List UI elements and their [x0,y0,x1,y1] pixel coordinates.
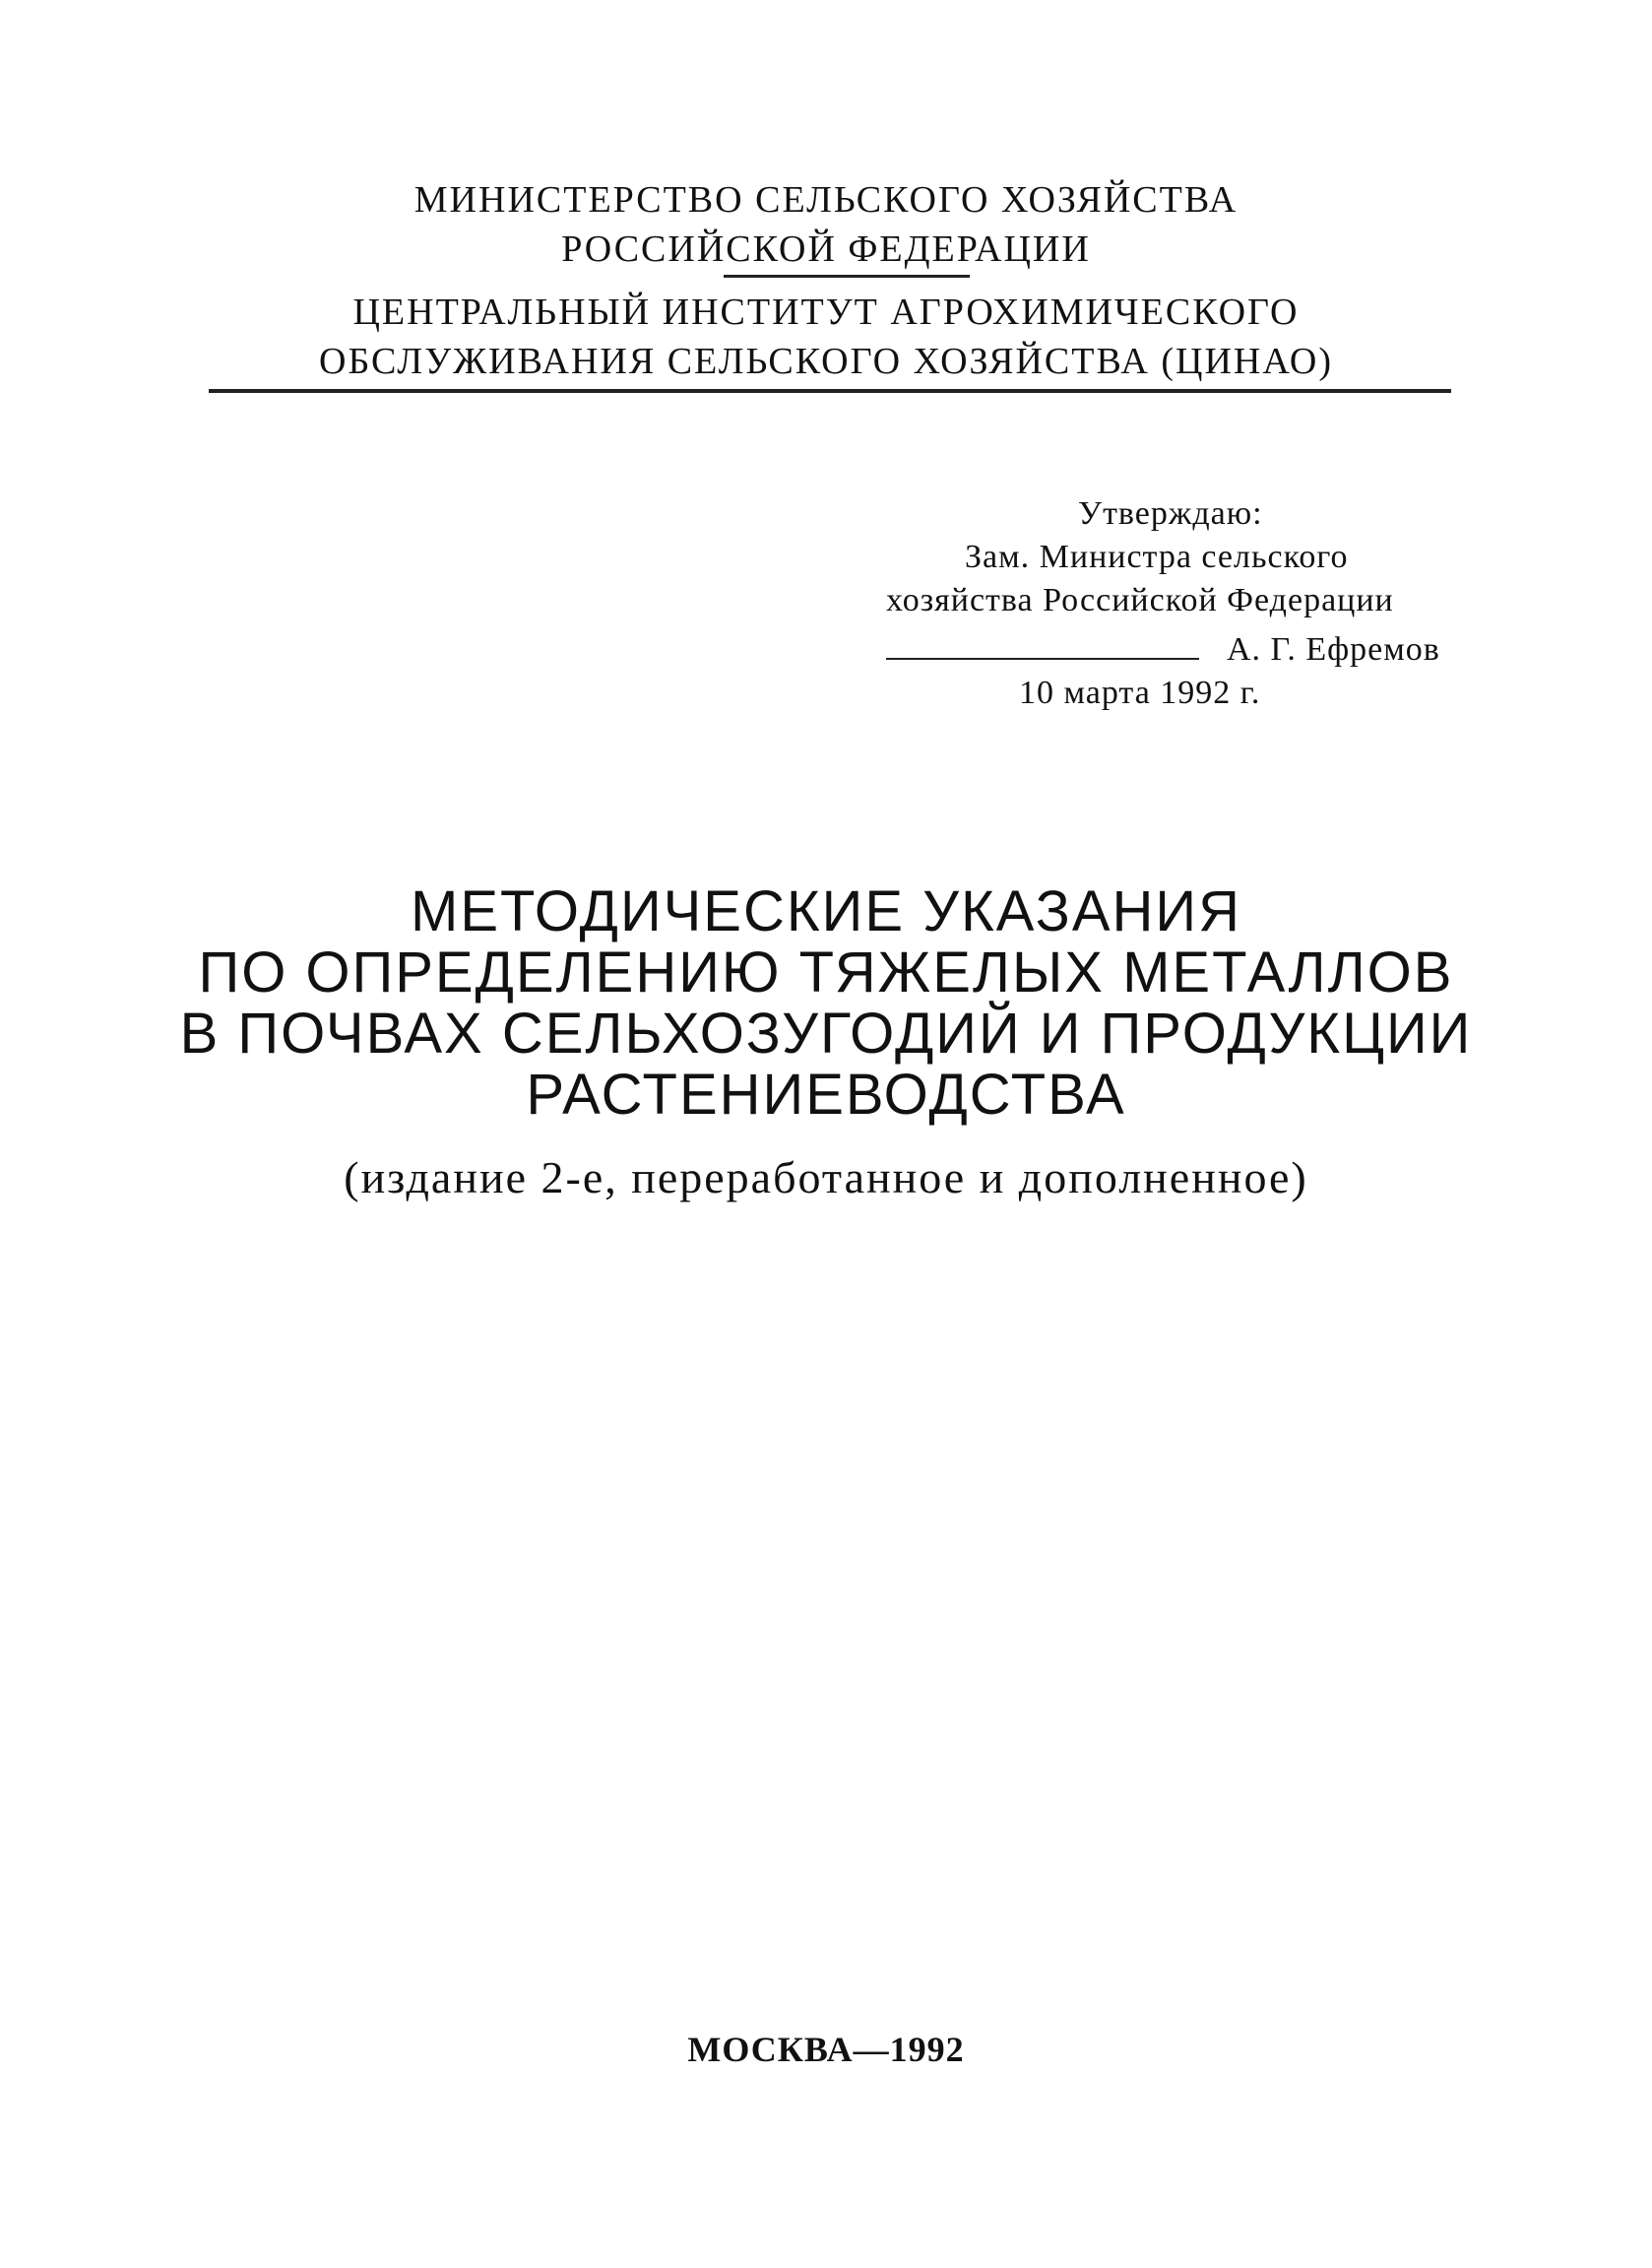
approval-heading: Утверждаю: [1078,495,1263,532]
title-line-3: В ПОЧВАХ СЕЛЬХОЗУГОДИЙ И ПРОДУКЦИИ [179,1002,1473,1066]
edition-subtitle: (издание 2-е, переработанное и дополненное) [344,1152,1308,1202]
imprint: МОСКВА—1992 [687,2030,965,2069]
institute-line-2: ОБСЛУЖИВАНИЯ СЕЛЬСКОГО ХОЗЯЙСТВА (ЦИНАО) [319,341,1333,382]
title-line-4: РАСТЕНИЕВОДСТВА [526,1063,1126,1127]
approval-date: 10 марта 1992 г. [1019,675,1261,711]
title-line-2: ПО ОПРЕДЕЛЕНИЮ ТЯЖЕЛЫХ МЕТАЛЛОВ [198,940,1454,1004]
document-title [0,881,1652,1126]
header-divider-long [209,389,1451,393]
approval-block [866,492,1477,715]
institute-line-1: ЦЕНТРАЛЬНЫЙ ИНСТИТУТ АГРОХИМИЧЕСКОГО [352,292,1300,333]
ministry-header [0,175,1652,274]
title-line-1: МЕТОДИЧЕСКИЕ УКАЗАНИЯ [411,879,1241,943]
approval-position-line-2: хозяйства Российской Федерации [886,582,1394,618]
signature-row [866,628,1477,672]
ministry-line-1: МИНИСТЕРСТВО СЕЛЬСКОГО ХОЗЯЙСТВА [413,179,1239,221]
signatory-name: А. Г. Ефремов [1227,631,1440,668]
approval-position-line-1: Зам. Министра сельского [965,539,1349,575]
institute-header [0,288,1652,386]
header-divider-short [724,275,970,278]
signature-line [886,658,1199,660]
ministry-line-2: РОССИЙСКОЙ ФЕДЕРАЦИИ [561,228,1091,270]
